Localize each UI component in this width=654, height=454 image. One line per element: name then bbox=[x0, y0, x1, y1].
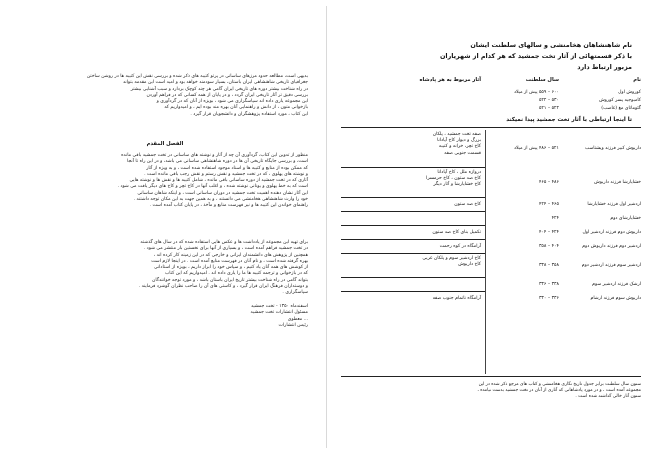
page-title-line-3: مزبور ارتباط دارد bbox=[577, 63, 632, 71]
footnote-line: ستون سال سلطنت برابر جدول تاریخ نگاری هخامنشی و کتاب های مرجع ذکر شده در این bbox=[478, 382, 641, 387]
row-divider bbox=[341, 239, 485, 240]
table-row bbox=[341, 200, 641, 209]
intro-paragraph bbox=[22, 74, 308, 118]
table-row bbox=[341, 228, 641, 237]
reign-years: ۵۳۰ – ۵۲۲ bbox=[538, 98, 559, 103]
row-divider bbox=[341, 291, 485, 292]
intro-line: جغرافیای تاریخی شاهنشاهی ایران باستان، بسیار سودمند خواهد بود و امید است این مقدمه بتواند bbox=[122, 80, 308, 86]
table-row bbox=[341, 132, 641, 166]
row-divider bbox=[341, 253, 485, 254]
king-name: خشایارشا فرزند داریوش bbox=[594, 180, 641, 185]
table-header bbox=[341, 76, 641, 85]
page-title-line-2: با ذکر قسمتهائی از آثار تخت جمشید که هر کدام از شهریاران bbox=[439, 52, 632, 60]
closing-line: در تخت جمشید فراهم آمده است ، و بسیاری از آنها برای نخستین بار منتشر می شود . bbox=[143, 246, 308, 252]
section-line: منظور از تدوین این کتاب، گردآوری آن چه از آثار و نوشته های ساسانی در تخت جمشید باقی مانده bbox=[121, 153, 308, 158]
row-divider bbox=[341, 277, 485, 278]
table-row bbox=[341, 104, 641, 113]
section-line: که ممکن بوده از منابع و کتیبه ها و اسناد موجود استفاده شده است ، و به ویژه از آثار bbox=[146, 165, 308, 171]
intro-line: بازخوانی متون ، از دانش و راهنمایی آنان بهره مند بوده ایم ، و امیدواریم که bbox=[164, 105, 308, 111]
monuments: کاخ صد ستون bbox=[454, 202, 481, 207]
row-divider bbox=[341, 225, 485, 226]
reign-years: ۴۶۵ – ۴۲۴ bbox=[538, 202, 559, 207]
monuments: آرامگاه ناتمام جنوب صفه bbox=[432, 296, 481, 301]
table-row bbox=[341, 214, 641, 223]
right-page bbox=[327, 0, 654, 454]
king-name: گئوماتای مغ (غاصب) bbox=[601, 106, 641, 111]
table-row bbox=[341, 294, 641, 303]
row-divider bbox=[341, 167, 485, 168]
section-line: آثاری که در تخت جمشید از دوره ساسانی باقی مانده ، شامل کتیبه ها و نقش ها و نوشته هایی bbox=[129, 178, 308, 184]
king-name: داریوش دوم فرزند اردشیر اول bbox=[582, 230, 641, 235]
header-name: نام bbox=[633, 77, 641, 83]
table-row bbox=[341, 256, 641, 276]
table-row bbox=[341, 170, 641, 196]
king-name: کامبوجیه پسر کوروش bbox=[599, 98, 641, 103]
intro-line: بدیهی است، مطالعه حدود مرزهای ساسانی در پرتو کتیبه های ذکر شده و بررسی نقش این کتیبه ها در روشن ساختن bbox=[86, 74, 308, 79]
closing-line: همچنین از پژوهش های دانشمندان ایرانی و خارجی که در این زمینه کار کرده اند ، bbox=[153, 252, 308, 258]
section-subtitle: تا اینجا ارتباطی با آثار تخت جمشید پیدا نمیکند bbox=[506, 117, 632, 123]
monuments: دروازه ملل ، کاخ آپادانا کاخ صد ستون ، کاخ حرمسرا کاخ خشایارشا و آثار دیگر bbox=[426, 170, 481, 188]
monuments: تکمیل بنای کاخ صد ستون bbox=[432, 230, 481, 235]
closing-line: بتواند گامی در راه شناخت بیشتر تاریخ ایران باستان باشد ، و مورد توجه خوانندگان bbox=[152, 277, 308, 283]
reign-years: ۵۲۲ – ۵۲۱ bbox=[538, 106, 559, 111]
signature-line: ... معطوی bbox=[287, 316, 308, 322]
table-row bbox=[341, 280, 641, 289]
monuments: صفه تخت جمشید ، پلکان بزرگ و دیوار کاخ آپادانا کاخ تچر، خزانه و کنیبه قسمت جنوبی صفه bbox=[432, 132, 481, 156]
intro-line: بررسی دقیق تر آثار تاریخی ایران گردد ، و در پایان از همه کسانی که در فراهم آوردن bbox=[146, 92, 308, 98]
closing-paragraph bbox=[22, 240, 308, 297]
header-years: سال سلطنت bbox=[525, 77, 559, 83]
king-name: اردشیر اول فرزند خشایارشا bbox=[587, 202, 641, 207]
footnote-line: ستون آثار خالی گذاشته شده است . bbox=[575, 394, 641, 399]
signature-line: مسئول انتشارات تخت جمشید bbox=[250, 310, 308, 316]
king-name: ارشک فرزند اردشیر سوم bbox=[592, 282, 641, 287]
king-name: اردشیر سوم فرزند اردشیر دوم bbox=[581, 263, 641, 268]
header-ref: آثار مربوط به هر پادشاه bbox=[419, 77, 481, 83]
reign-years: ۶۰۰ – ۵۵۹ پیش از میلاد bbox=[513, 90, 559, 95]
king-name: داریوش کبیر فرزند ویشتاسب bbox=[584, 146, 641, 151]
signature-line: اسفندماه ۱۳۵۰ - تخت جمشید bbox=[250, 304, 308, 309]
closing-line: از کوشش های همه آنان یاد کنیم ، و سپاس خود را ابراز داریم ، بویژه از استادانی bbox=[154, 265, 308, 271]
intro-line: این مجموعه یاری داده اند سپاسگزاری می شود ، بویژه از آنان که در گردآوری و bbox=[156, 99, 308, 105]
signature-block bbox=[22, 304, 308, 329]
signature-line: رئیس انتشارات bbox=[278, 322, 308, 328]
table-row bbox=[341, 242, 641, 251]
monuments: آرامگاه در کوه رحمت bbox=[439, 244, 481, 249]
king-name: اردشیر دوم فرزند داریوش دوم bbox=[582, 244, 641, 249]
reign-years: ۵۲۱ – ۴۸۶ پیش از میلاد bbox=[513, 146, 559, 151]
king-name: کوروش اول bbox=[618, 90, 641, 95]
reign-years: ۳۳۸ – ۳۳۶ bbox=[538, 282, 559, 287]
page-title: نام شاهنشاهان هخامنشی و سالهای سلطنت ایشان bbox=[470, 41, 632, 49]
reign-years: ۴۸۶ – ۴۶۵ bbox=[538, 180, 559, 185]
section-title: الفصل المقدم bbox=[146, 141, 184, 147]
row-divider bbox=[341, 211, 485, 212]
footnote-line: مجموعه آمده است ، و در مورد پادشاهانی که آثاری از آنان در تخت جمشید بدست نیامده ، bbox=[477, 388, 641, 393]
intro-line: در راه شناخت بیشتر دوره های تاریخی ایران گامی هر چند کوچک بردارد و سبب آشنایی بیشتر bbox=[130, 86, 308, 92]
monuments: کاخ اردشیر سوم و پلکان غربی کاخ داریوش bbox=[422, 256, 481, 268]
closing-line: و دوستداران فرهنگ ایران قرار گیرد ، و کاستی های آن را صاحب نظران گوشزد فرمایند . bbox=[138, 284, 308, 290]
reign-years: ۴۲۴ – ۴۰۴ bbox=[538, 230, 559, 235]
intro-line: این کتاب ، مورد استفاده پژوهشگران و دانشجویان قرار گیرد . bbox=[190, 111, 308, 117]
row-divider bbox=[341, 197, 485, 198]
section-line: است که به خط پهلوی و یونانی نوشته شده ، و اغلب آنها در کاخ تچر و کاخ های دیگر یافت می شود . bbox=[117, 184, 308, 190]
section-line: این آثار نشان دهنده اهمیت تخت جمشید در دوران ساسانی است ، و اینکه شاهان ساسانی bbox=[137, 190, 308, 196]
section-line: و نوشته های پهلوی ، که در تخت جمشید و نقش رستم و نقش رجب باقی مانده است . bbox=[144, 171, 308, 177]
closing-line: برای تهیه این مجموعه از یادداشت ها و عکس هایی استفاده شده که در سال های گذشته bbox=[140, 240, 308, 245]
reign-years: ۳۳۶ – ۳۳۰ bbox=[538, 296, 559, 301]
table-bottom-rule bbox=[341, 376, 641, 377]
section-line: راهنمای خواندن این کتیبه ها و نیز فهرست منابع و مآخذ ، در پایان کتاب آمده است . bbox=[149, 203, 308, 209]
king-name: خشایارشای دوم bbox=[610, 216, 641, 221]
footnote bbox=[341, 382, 641, 400]
column-divider bbox=[485, 130, 486, 374]
section-line: خود را وارث شاهنشاهی هخامنشی می دانستند ، و به همین جهت به این مکان توجه داشتند . bbox=[133, 197, 308, 203]
king-name: داریوش سوم فرزند ارشام bbox=[590, 296, 641, 301]
closing-line: که در بازخوانی و ترجمه کتیبه ها ما را یاری داده اند . امیدواریم که این کتاب bbox=[164, 271, 308, 277]
section-line: است، و بررسی جایگاه تاریخی آن ها در دوره شاهنشاهی ساسانی می باشد، و در این راه تا آنجا bbox=[127, 159, 308, 165]
closing-line: بهره گرفته شده است ، و نام آنان در فهرست منابع آمده است . در اینجا لازم است bbox=[151, 258, 308, 264]
reign-years: ۴۲۴ bbox=[551, 216, 559, 221]
section-paragraph bbox=[22, 153, 308, 210]
table-top-rule bbox=[341, 127, 641, 128]
reign-years: ۴۰۴ – ۳۵۸ bbox=[538, 244, 559, 249]
closing-line: سپاسگزاری . bbox=[282, 290, 308, 296]
reign-years: ۳۵۸ – ۳۳۸ bbox=[538, 263, 559, 268]
